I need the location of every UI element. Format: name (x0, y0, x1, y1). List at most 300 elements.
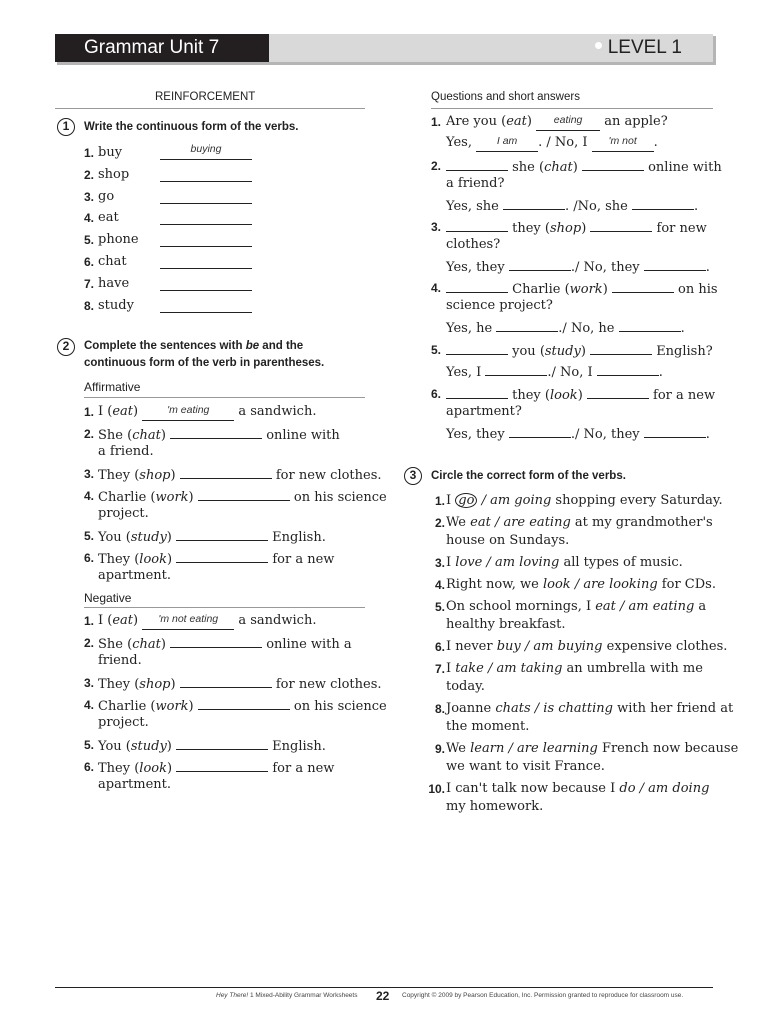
text: at my grandmother's (570, 515, 713, 530)
sentence (446, 554, 683, 572)
verb-text: shop (98, 166, 130, 182)
text: ) (580, 344, 586, 359)
text: online with a (266, 637, 352, 652)
sentence (446, 598, 706, 616)
text: Yes, she (446, 199, 499, 214)
answer-blank (644, 424, 706, 438)
item-number: 3. (431, 220, 442, 234)
text: I ( (98, 613, 113, 628)
text: ./ No, they (570, 260, 640, 275)
answer-blank (632, 196, 694, 210)
question (446, 341, 713, 361)
answer-blank (160, 299, 252, 313)
text: Yes, they (446, 260, 505, 275)
text: ) (166, 739, 172, 754)
text: for new clothes. (275, 468, 382, 483)
answer-blank (587, 385, 649, 399)
item-number: 3. (84, 676, 95, 690)
text: French now because (597, 741, 739, 756)
verb-text: shop (139, 468, 171, 483)
sentence (98, 696, 387, 716)
verb-text: chat (544, 160, 573, 175)
text: you ( (512, 344, 545, 359)
item-number: 1. (84, 146, 95, 160)
text: We (446, 515, 471, 530)
text: Joanne (446, 701, 496, 716)
verb-option: / am going (477, 493, 552, 508)
answer-text: 'm not (608, 135, 637, 147)
sentence (98, 674, 382, 694)
text: ) (602, 282, 608, 297)
text: ) (133, 613, 139, 628)
continuation: healthy breakfast. (446, 617, 566, 632)
item-number: 3. (434, 556, 445, 570)
text: On school mornings, I (446, 599, 596, 614)
sentence (98, 758, 334, 778)
item-number: 7. (84, 276, 95, 291)
item-number: 8. (84, 298, 95, 313)
list-item (84, 612, 365, 631)
item-number: 2. (84, 167, 95, 182)
text: Yes, (446, 135, 472, 150)
text: for a new (272, 552, 335, 567)
answer-text: 'm not eating (158, 613, 219, 625)
question (446, 113, 668, 131)
item-number: 1. (434, 494, 445, 508)
item-number: 10. (428, 782, 445, 796)
answer-blank (446, 385, 508, 399)
text: I (446, 661, 456, 676)
answer-blank (509, 424, 571, 438)
sentence (446, 700, 733, 718)
list-item (84, 736, 365, 755)
text: on his science (293, 699, 387, 714)
exercise-badge: 2 (57, 338, 75, 356)
short-answer (446, 196, 698, 216)
footer-copyright: Copyright © 2009 by Pearson Education, Inc. Permission granted to reproduce for classroom use. (402, 992, 684, 999)
verb-text: shop (549, 221, 582, 236)
text: ) (167, 761, 173, 776)
question-item (431, 218, 713, 275)
answer-blank (644, 257, 706, 271)
text: she ( (512, 160, 545, 175)
answer-blank (160, 233, 252, 247)
list-item (84, 166, 284, 185)
continuation: friend. (98, 653, 142, 668)
text: Are you ( (446, 114, 507, 129)
verb-text: chat (98, 254, 127, 269)
answer-blank (536, 114, 600, 131)
item-number: 5. (434, 600, 445, 614)
continuation: project. (98, 506, 149, 521)
continuation: clothes? (446, 237, 501, 252)
verb-option: eat / am eating (595, 599, 695, 614)
sentence (98, 736, 326, 756)
item-number: 4. (84, 698, 95, 712)
text: We (446, 741, 471, 756)
section-title: REINFORCEMENT (155, 91, 256, 103)
text: all types of music. (559, 555, 683, 570)
verb-text: eat (98, 210, 119, 226)
sentence (446, 780, 709, 798)
answer-blank (619, 318, 681, 332)
answer-blank (176, 527, 268, 541)
answer-text: I am (496, 135, 518, 147)
verb-text: eat (112, 404, 134, 419)
answer-blank (180, 465, 272, 479)
continuation: apartment? (446, 404, 522, 419)
list-item (84, 231, 284, 250)
sentence (98, 487, 387, 507)
text: ) (160, 637, 166, 652)
question (446, 279, 718, 299)
text: ) (166, 530, 172, 545)
item-number: 9. (434, 742, 445, 756)
item-number: 5. (84, 738, 95, 752)
verb-option: take / am taking (455, 661, 563, 676)
verb-text: have (98, 275, 130, 291)
answer-blank (176, 758, 268, 772)
list-item (84, 549, 365, 583)
sentence (98, 634, 352, 654)
text: I (446, 493, 456, 508)
verb-option: look / are looking (543, 577, 658, 592)
text: They ( (98, 677, 140, 692)
verb-option: chats / is chatting (495, 701, 613, 716)
text: English. (272, 530, 326, 545)
text: Charlie ( (512, 282, 570, 297)
text: Charlie ( (98, 699, 156, 714)
text: on his (678, 282, 718, 297)
item-number: 1. (431, 115, 442, 129)
item-number: 4. (84, 211, 95, 226)
item-number: 6. (434, 640, 445, 654)
text: for new clothes. (275, 677, 382, 692)
text: ) (170, 468, 176, 483)
item-number: 2. (431, 159, 442, 173)
level-text: LEVEL 1 (607, 37, 682, 58)
question (446, 157, 722, 177)
answer-blank (160, 143, 252, 160)
continuation: my homework. (446, 799, 544, 814)
answer-blank (176, 736, 268, 750)
sentence (98, 527, 326, 547)
text: . /No, she (564, 199, 628, 214)
list-item (84, 527, 365, 546)
subsection-rule (84, 607, 365, 608)
text: Yes, they (446, 427, 505, 442)
verb-text: study (98, 297, 134, 313)
text: You ( (98, 530, 131, 545)
item-number: 5. (84, 529, 95, 543)
answer-text: 'm eating (167, 404, 210, 416)
item-number: 6. (84, 551, 95, 565)
sentence (446, 514, 713, 532)
page-number: 22 (376, 989, 390, 1003)
question-item (431, 157, 722, 214)
verb-text: shop (139, 677, 171, 692)
answer-blank (590, 341, 652, 355)
verb-option: do / am doing (619, 781, 710, 796)
verb-text: study (130, 530, 167, 545)
text: . (705, 260, 710, 275)
unit-title: Grammar Unit 7 (84, 37, 220, 58)
answer-blank (198, 696, 290, 710)
text: I ( (98, 404, 113, 419)
text: They ( (98, 552, 140, 567)
sentence (446, 740, 738, 758)
continuation: house on Sundays. (446, 533, 570, 548)
list-item (84, 253, 284, 272)
subsection-rule (84, 397, 365, 398)
text: She ( (98, 428, 133, 443)
verb-text: buy (98, 145, 123, 160)
item-number: 2. (84, 427, 95, 441)
text: a sandwich. (238, 613, 317, 628)
verb-option: eat / are eating (470, 515, 571, 530)
text: for CDs. (657, 577, 716, 592)
text: ) (188, 490, 194, 505)
subsection-label: Negative (84, 591, 132, 605)
list-item (84, 696, 387, 730)
answer-text: eating (553, 114, 583, 126)
text: for a new (653, 388, 716, 403)
text: . (705, 427, 710, 442)
question (446, 218, 707, 238)
answer-blank (198, 487, 290, 501)
sentence (98, 425, 340, 445)
continuation: project. (98, 715, 149, 730)
item-number: 2. (434, 516, 445, 530)
text: ./ No, I (547, 365, 593, 380)
answer-blank (160, 168, 252, 182)
text: . (653, 135, 658, 150)
verb-option: love / am loving (455, 555, 560, 570)
continuation: apartment. (98, 568, 172, 583)
answer-blank (590, 218, 652, 232)
text: They ( (98, 761, 140, 776)
text: ) (160, 428, 166, 443)
list-item (84, 758, 365, 792)
answer-blank (160, 255, 252, 269)
text: . (658, 365, 663, 380)
answer-blank (142, 404, 234, 421)
item-number: 8. (434, 702, 445, 716)
section-rule (55, 108, 365, 109)
text: ) (133, 404, 139, 419)
text: ./ No, he (558, 321, 615, 336)
text: . (680, 321, 685, 336)
item-number: 6. (431, 387, 442, 401)
answer-blank (582, 157, 644, 171)
sentence (446, 660, 703, 678)
question-item (431, 341, 713, 380)
verb-text: study (544, 344, 581, 359)
verb-option: buy / am buying (496, 639, 603, 654)
continuation: the moment. (446, 719, 530, 734)
text: on his science (293, 490, 387, 505)
banner-shadow-edge (713, 36, 716, 65)
text: ) (572, 160, 578, 175)
footer-book: Hey There! 1 Mixed-Ability Grammar Worksheets (216, 992, 358, 999)
item-number: 4. (434, 578, 445, 592)
answer-blank (485, 362, 547, 376)
sentence (446, 638, 727, 656)
exercise-instruction: Complete the sentences with be and the continuous form of the verb in parentheses. (84, 340, 325, 369)
verb-text: work (569, 282, 603, 297)
text: I can't talk now because I (446, 781, 620, 796)
answer-blank (160, 277, 252, 291)
question-item (431, 113, 713, 150)
sentence (446, 492, 723, 510)
text: ) (581, 221, 587, 236)
text: ) (167, 552, 173, 567)
text: You ( (98, 739, 131, 754)
answer-blank (503, 196, 565, 210)
list-item (84, 297, 284, 316)
item-number: 3. (84, 189, 95, 204)
verb-text: phone (98, 232, 139, 248)
item-number: 4. (84, 489, 95, 503)
exercise-badge: 3 (404, 467, 422, 485)
text: . / No, I (538, 135, 588, 150)
short-answer (446, 257, 710, 277)
verb-text: look (139, 761, 167, 776)
question (446, 385, 715, 405)
verb-text: look (549, 388, 578, 403)
circled-answer: go (455, 493, 477, 508)
verb-text: go (98, 188, 115, 204)
section-rule (431, 108, 713, 109)
answer-blank (160, 190, 252, 204)
text: Right now, we (446, 577, 543, 592)
answer-blank (446, 218, 508, 232)
text: shopping every Saturday. (551, 493, 723, 508)
short-answer (446, 134, 658, 152)
list-item (84, 188, 284, 207)
short-answer (446, 362, 663, 382)
list-item (84, 275, 284, 294)
answer-blank (597, 362, 659, 376)
answer-blank (176, 549, 268, 563)
item-number: 6. (84, 760, 95, 774)
footer-rule (55, 987, 713, 988)
answer-blank (509, 257, 571, 271)
exercise-instruction: Circle the correct form of the verbs. (431, 470, 626, 482)
subsection-label: Affirmative (84, 380, 141, 394)
item-number: 5. (431, 343, 442, 357)
text: I (446, 555, 456, 570)
text: online with (266, 428, 340, 443)
text: a (694, 599, 707, 614)
text: for new (656, 221, 707, 236)
list-item (84, 209, 284, 228)
list-item (84, 674, 382, 693)
text: Yes, I (446, 365, 482, 380)
text: online with (648, 160, 722, 175)
verb-text: work (155, 490, 189, 505)
text: with her friend at (612, 701, 734, 716)
answer-blank (160, 211, 252, 225)
text: They ( (98, 468, 140, 483)
item-number: 7. (434, 662, 445, 676)
text: ) (577, 388, 583, 403)
verb-text: chat (132, 637, 161, 652)
text: ./ No, they (570, 427, 640, 442)
verb-text: work (155, 699, 189, 714)
banner-shadow (57, 62, 715, 65)
item-number: 5. (84, 233, 95, 248)
verb-text: eat (506, 114, 527, 129)
level-label (595, 34, 682, 62)
sentence (98, 549, 334, 569)
continuation: we want to visit France. (446, 759, 605, 774)
text: expensive clothes. (602, 639, 728, 654)
continuation: apartment. (98, 777, 172, 792)
item-number: 4. (431, 281, 442, 295)
answer-blank (170, 425, 262, 439)
answer-text: buying (190, 143, 222, 155)
list-item (84, 487, 387, 521)
answer-blank (142, 613, 234, 630)
text: Charlie ( (98, 490, 156, 505)
verb-text: chat (132, 428, 161, 443)
answer-blank (170, 634, 262, 648)
bullet-icon (595, 42, 602, 49)
text: for a new (272, 761, 335, 776)
text: She ( (98, 637, 133, 652)
verb-text: eat (112, 613, 134, 628)
answer-blank (476, 135, 538, 152)
text: I never (446, 639, 497, 654)
sentence (446, 576, 716, 594)
continuation: today. (446, 679, 485, 694)
continuation: science project? (446, 298, 553, 313)
text: an umbrella with me (562, 661, 703, 676)
answer-blank (612, 279, 674, 293)
text: they ( (512, 221, 550, 236)
item-number: 2. (84, 636, 95, 650)
text: English? (656, 344, 713, 359)
item-number: 6. (84, 255, 95, 269)
item-number: 1. (84, 405, 95, 419)
answer-blank (180, 674, 272, 688)
list-item (84, 634, 365, 668)
text: . (693, 199, 699, 214)
list-item (84, 465, 382, 484)
sentence (98, 612, 316, 630)
answer-blank (592, 135, 654, 152)
verb-text: look (139, 552, 167, 567)
short-answer (446, 424, 710, 444)
answer-blank (496, 318, 558, 332)
item-number: 1. (84, 614, 95, 628)
text: they ( (512, 388, 550, 403)
list-item (84, 425, 365, 459)
question-item (431, 279, 718, 336)
sentence (98, 465, 382, 485)
verb-text: study (130, 739, 167, 754)
text: an apple? (604, 114, 668, 129)
exercise-badge: 1 (57, 118, 75, 136)
text: Yes, he (446, 321, 493, 336)
continuation: a friend? (446, 176, 505, 191)
list-item (84, 403, 365, 422)
question-item (431, 385, 716, 442)
answer-blank (446, 279, 508, 293)
sentence (98, 403, 316, 421)
section-title: Questions and short answers (431, 91, 580, 103)
